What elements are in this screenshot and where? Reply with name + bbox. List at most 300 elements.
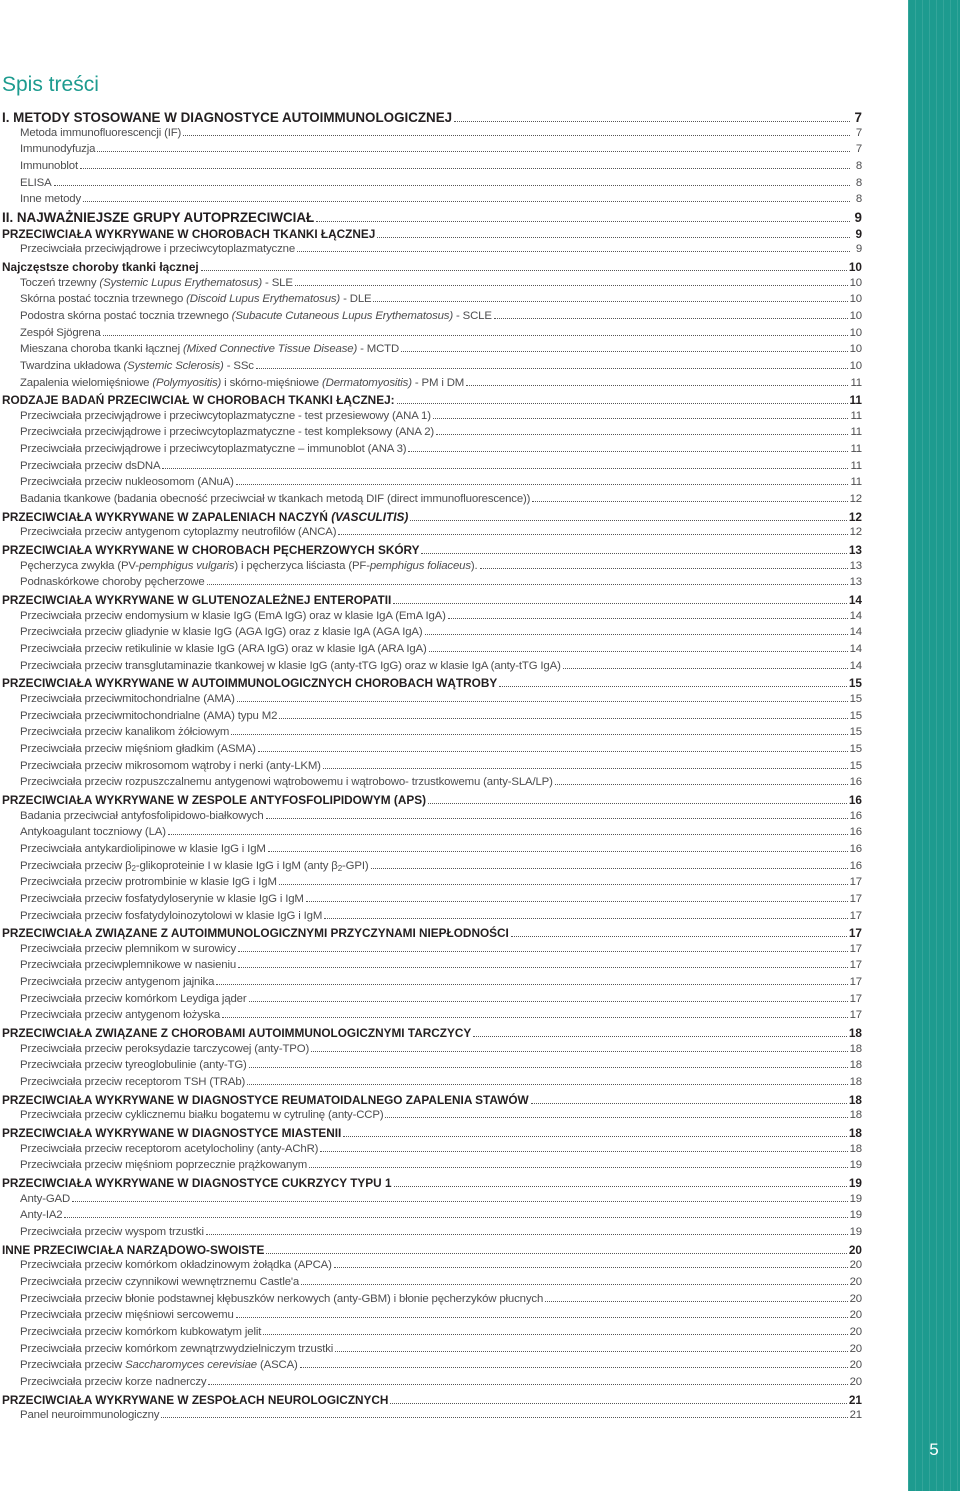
toc-entry-title: Przeciwciała przeciw wyspom trzustki	[20, 1225, 204, 1238]
toc-entry[interactable]	[2, 410, 862, 427]
toc-entry-title-part: 2	[131, 863, 136, 873]
toc-page-number: 14	[849, 643, 862, 655]
toc-page-number: 10	[849, 276, 862, 289]
toc-entry-title: Przeciwciała przeciw mięśniowi sercowemu	[20, 1309, 234, 1322]
dot-leader	[249, 1001, 848, 1002]
toc-entry[interactable]	[2, 1343, 862, 1360]
toc-entry-title: Przeciwciała przeciw protrombinie w klasie IgG i IgM	[20, 876, 277, 889]
dot-leader	[161, 1417, 847, 1418]
toc-entry-title: Przeciwciała przeciwmitochondrialne (AMA)	[20, 692, 235, 705]
toc-entry-title-part: Podostra skórna postać tocznia trzewnego	[20, 309, 232, 322]
dot-leader	[168, 834, 848, 835]
toc-entry[interactable]	[2, 843, 862, 860]
toc-section-entry[interactable]	[2, 393, 862, 410]
toc-entry[interactable]	[2, 1259, 862, 1276]
dot-leader	[466, 385, 848, 386]
toc-page-number: 13	[849, 576, 862, 589]
toc-section-entry[interactable]	[2, 593, 862, 610]
toc-entry[interactable]	[2, 243, 862, 260]
dot-leader	[436, 434, 848, 435]
toc-entry-title: Przeciwciała przeciw dsDNA	[20, 459, 161, 472]
toc-entry-title: Anty-GAD	[20, 1192, 71, 1205]
toc-entry[interactable]	[2, 610, 862, 627]
toc-entry-title	[20, 1359, 298, 1371]
dot-leader	[428, 803, 847, 804]
toc-entry-title-part: (Mixed Connective Tissue Disease)	[182, 343, 358, 356]
toc-entry[interactable]	[2, 526, 862, 543]
toc-page-number: 15	[849, 692, 862, 705]
dot-leader	[563, 668, 848, 669]
toc-entry[interactable]	[2, 976, 862, 993]
toc-entry-title: Przeciwciała przeciw receptorom TSH (TRAb)	[20, 1076, 246, 1089]
toc-section-entry[interactable]	[2, 510, 862, 527]
toc-entry-title: Przeciwciała przeciw czynnikowi wewnętrznemu Castle'a	[20, 1275, 300, 1288]
toc-page-number: 17	[849, 992, 862, 1005]
toc-entry-title-part: Twardzina układowa	[20, 359, 124, 372]
toc-entry-title: Przeciwciała przeciw tyreoglobulinie (anty-TG)	[20, 1059, 247, 1072]
toc-entry-title: Przeciwciała przeciw komórkom Leydiga jąder	[20, 992, 247, 1005]
dot-leader	[454, 121, 850, 122]
toc-entry[interactable]	[2, 1276, 862, 1293]
toc-entry-title: Przeciwciała przeciwjądrowe i przeciwcytoplazmatyczne	[20, 243, 296, 256]
toc-page-number: 18	[849, 1042, 862, 1055]
toc-entry[interactable]	[2, 626, 862, 643]
toc-entry-title: Przeciwciała przeciwplemnikowe w nasieniu	[20, 959, 237, 972]
toc-entry-title: Metoda immunofluorescencji (IF)	[20, 126, 182, 139]
toc-page-number: 15	[849, 709, 862, 722]
dot-leader	[64, 1217, 847, 1218]
toc-entry-title: Przeciwciała przeciw antygenom łożyska	[20, 1009, 221, 1022]
toc-entry-title: Immunodyfuzja	[20, 143, 96, 156]
toc-page-number: 16	[849, 776, 862, 789]
toc-entry-title-part: - DLE	[340, 293, 372, 306]
toc-page-number: 17	[849, 909, 862, 922]
toc-entry-title: Przeciwciała antykardiolipinowe w klasie IgG i IgM	[20, 842, 266, 855]
toc-entry-title-part: pemphigus vulgaris	[138, 559, 235, 572]
toc-section-entry[interactable]	[2, 227, 862, 244]
toc-page-number: 7	[855, 126, 862, 139]
toc-page-number: 21	[849, 1409, 862, 1422]
toc-entry[interactable]	[2, 993, 862, 1010]
dot-leader	[545, 1301, 848, 1302]
toc-entry-title: Przeciwciała przeciw komórkom zewnątrzwydzielniczym trzustki	[20, 1342, 334, 1355]
dot-leader	[301, 1284, 848, 1285]
toc-entry[interactable]	[2, 910, 862, 927]
dot-leader	[473, 1036, 847, 1037]
toc-page-number: 15	[848, 676, 862, 691]
toc-entry[interactable]	[2, 1359, 862, 1376]
toc-entry[interactable]	[2, 710, 862, 727]
dot-leader	[377, 237, 850, 238]
toc-page-number: 14	[849, 659, 862, 672]
toc-entry[interactable]	[2, 1009, 862, 1026]
toc-page-number: 20	[849, 1275, 862, 1288]
toc-entry[interactable]	[2, 876, 862, 893]
toc-page-number: 13	[849, 559, 862, 572]
toc-page-number: 9	[855, 243, 862, 256]
toc-page-number: 18	[849, 1142, 862, 1155]
toc-page-number: 15	[849, 726, 862, 739]
toc-page-number: 19	[849, 1209, 862, 1222]
toc-entry[interactable]	[2, 343, 862, 360]
dot-leader	[222, 1017, 848, 1018]
toc-entry-title: PRZECIWCIAŁA WYKRYWANE W CHOROBACH TKANKI ŁĄCZNEJ	[2, 226, 376, 241]
toc-entry[interactable]	[2, 810, 862, 827]
dot-leader	[162, 468, 848, 469]
toc-entry[interactable]	[2, 1059, 862, 1076]
toc-entry-title	[2, 510, 408, 524]
toc-entry[interactable]	[2, 693, 862, 710]
toc-entry-title-part: Toczeń trzewny	[20, 276, 100, 289]
toc-page-number: 20	[849, 1342, 862, 1355]
toc-page-number: 18	[848, 1126, 862, 1141]
dot-leader	[401, 351, 848, 352]
toc-page-number: 18	[849, 1109, 862, 1122]
toc-entry-title-part: pemphigus foliaceus	[369, 559, 471, 572]
toc-page-number: 7	[854, 110, 862, 125]
dot-leader	[324, 918, 847, 919]
toc-entry[interactable]	[2, 443, 862, 460]
toc-entry[interactable]	[2, 1226, 862, 1243]
toc-entry-title: PRZECIWCIAŁA WYKRYWANE W DIAGNOSTYCE MIASTENII	[2, 1126, 342, 1141]
toc-entry-title: Przeciwciała przeciw mikrosomom wątroby i nerki (anty-LKM)	[20, 759, 321, 772]
dot-leader	[397, 403, 848, 404]
toc-page-number: 11	[850, 409, 862, 422]
toc-entry-title-part: Skórna postać tocznia trzewnego	[20, 293, 187, 306]
toc-entry[interactable]	[2, 576, 862, 593]
toc-entry-title: Inne metody	[20, 193, 82, 206]
toc-entry-title: Przeciwciała przeciw mięśniom gładkim (ASMA)	[20, 742, 256, 755]
toc-entry[interactable]	[2, 1159, 862, 1176]
toc-entry-title: Przeciwciała przeciwjądrowe i przeciwcytoplazmatyczne - test kompleksowy (ANA 2)	[20, 426, 435, 439]
toc-entry[interactable]	[2, 660, 862, 677]
toc-entry[interactable]	[2, 1309, 862, 1326]
toc-entry[interactable]	[2, 493, 862, 510]
dot-leader	[279, 884, 848, 885]
toc-entry-title: Przeciwciała przeciw plemnikom w surowicy	[20, 942, 237, 955]
dot-leader	[208, 1384, 847, 1385]
dot-leader	[236, 484, 849, 485]
toc-entry-title-part: (Systemic Lupus Erythematosus)	[99, 276, 263, 289]
toc-entry-title	[20, 360, 254, 372]
toc-entry-title-part: (VASCULITIS)	[331, 509, 409, 524]
toc-entry[interactable]	[2, 360, 862, 377]
toc-page-number: 12	[849, 526, 862, 539]
toc-entry-title: Przeciwciała przeciwjądrowe i przeciwcytoplazmatyczne - test przesiewowy (ANA 1)	[20, 409, 431, 422]
toc-section-entry[interactable]	[2, 210, 862, 227]
dot-leader	[231, 734, 847, 735]
toc-entry[interactable]	[2, 943, 862, 960]
toc-page-number: 14	[849, 626, 862, 639]
toc-entry-title: Zespół Sjögrena	[20, 326, 101, 339]
toc-entry-title-part: - PM i DM	[411, 376, 465, 389]
toc-page-number: 10	[849, 309, 862, 322]
dot-leader	[373, 301, 847, 302]
toc-entry-title-part: 2	[337, 863, 343, 873]
dot-leader	[448, 618, 848, 619]
toc-page-number: 18	[849, 1076, 862, 1089]
dot-leader	[532, 501, 847, 502]
dot-leader	[249, 1067, 848, 1068]
dot-leader	[183, 135, 850, 136]
toc-entry-title-part: Przeciwciała przeciw	[20, 1359, 126, 1372]
toc-entry-title: Przeciwciała przeciw kanalikom żółciowym	[20, 726, 230, 739]
toc-entry-title-part: (Discoid Lupus Erythematosus)	[186, 293, 341, 306]
toc-entry-title: INNE PRZECIWCIAŁA NARZĄDOWO-SWOISTE	[2, 1242, 265, 1257]
toc-entry[interactable]	[2, 377, 862, 394]
toc-entry[interactable]	[2, 476, 862, 493]
toc-section-entry[interactable]	[2, 110, 862, 127]
toc-page-number: 10	[849, 326, 862, 339]
toc-entry[interactable]	[2, 160, 862, 177]
toc-section-entry[interactable]	[2, 543, 862, 560]
toc-page-number: 20	[849, 1375, 862, 1388]
toc-entry[interactable]	[2, 193, 862, 210]
dot-leader	[54, 185, 850, 186]
dot-leader	[238, 967, 848, 968]
toc-entry-title-part: (ASCA)	[256, 1359, 298, 1372]
dot-leader	[394, 1186, 847, 1187]
toc-entry-title: PRZECIWCIAŁA WYKRYWANE W AUTOIMMUNOLOGICZNYCH CHOROBACH WĄTROBY	[2, 676, 498, 691]
toc-entry-title-part: PRZECIWCIAŁA WYKRYWANE W ZAPALENIACH NACZYŃ	[2, 509, 332, 524]
toc-page-number: 15	[849, 742, 862, 755]
table-of-contents	[2, 110, 862, 1426]
toc-entry-title: Anty-IA2	[20, 1209, 63, 1222]
toc-page-number: 17	[849, 976, 862, 989]
toc-entry[interactable]	[2, 1209, 862, 1226]
toc-entry-title: Przeciwciała przeciw retikulinie w klasie IgG (ARA IgG) oraz w klasie IgA (ARA IgA)	[20, 643, 427, 655]
toc-section-entry[interactable]	[2, 1243, 862, 1260]
toc-entry[interactable]	[2, 826, 862, 843]
toc-entry[interactable]	[2, 959, 862, 976]
toc-entry[interactable]	[2, 893, 862, 910]
toc-entry-title: Przeciwciała przeciwmitochondrialne (AMA) typu M2	[20, 709, 278, 722]
toc-entry-title	[20, 343, 399, 355]
toc-entry-title: Przeciwciała przeciw antygenom cytoplazmy neutrofilów (ANCA)	[20, 526, 337, 539]
toc-page-number: 14	[848, 593, 862, 608]
toc-entry-title: Przeciwciała przeciw błonie podstawnej kłębuszków nerkowych (anty-GBM) i błonie pęcherzyków płucnych	[20, 1292, 544, 1305]
toc-entry-title-part: Zapalenia wielomięśniowe	[20, 376, 153, 389]
toc-page-number: 8	[855, 193, 862, 206]
dot-leader	[216, 984, 847, 985]
toc-page-number: 16	[849, 859, 862, 872]
toc-entry[interactable]	[2, 560, 862, 577]
page-number: 5	[929, 1440, 939, 1459]
dot-leader	[268, 851, 848, 852]
dot-leader	[300, 1367, 848, 1368]
toc-entry-title-part: (Subacute Cutaneous Lupus Erythematosus)	[231, 309, 453, 322]
dot-leader	[80, 168, 850, 169]
toc-entry-title: PRZECIWCIAŁA ZWIĄZANE Z AUTOIMMUNOLOGICZNYMI PRZYCZYNAMI NIEPŁODNOŚCI	[2, 926, 509, 941]
page-title: Spis treści	[2, 73, 99, 96]
toc-entry-title-part: (Systemic Sclerosis)	[123, 359, 224, 372]
toc-entry-title: Badania tkankowe (badania obecność przeciwciał w tkankach metodą DIF (direct immunofluorescence))	[20, 493, 531, 506]
dot-leader	[408, 451, 848, 452]
toc-entry-title: Przeciwciała przeciw receptorom acetylocholiny (anty-AChR)	[20, 1142, 319, 1155]
toc-entry[interactable]	[2, 760, 862, 777]
dot-leader	[390, 1403, 846, 1404]
dot-leader	[258, 751, 848, 752]
dot-leader	[480, 568, 848, 569]
toc-section-entry[interactable]	[2, 1093, 862, 1110]
toc-section-entry[interactable]	[2, 260, 862, 277]
dot-leader	[393, 603, 847, 604]
toc-entry[interactable]	[2, 1076, 862, 1093]
toc-entry-title: Panel neuroimmunologiczny	[20, 1409, 160, 1422]
toc-page-number: 20	[849, 1359, 862, 1372]
dot-leader	[266, 1253, 847, 1254]
toc-entry[interactable]	[2, 460, 862, 477]
toc-entry[interactable]	[2, 127, 862, 144]
toc-entry-title: PRZECIWCIAŁA WYKRYWANE W DIAGNOSTYCE REUMATOIDALNEGO ZAPALENIA STAWÓW	[2, 1092, 529, 1107]
toc-entry-title-part: - SSc	[223, 359, 254, 372]
toc-entry-title: PRZECIWCIAŁA WYKRYWANE W DIAGNOSTYCE CUKRZYCY TYPU 1	[2, 1176, 392, 1190]
dot-leader	[237, 701, 848, 702]
toc-page-number: 17	[848, 926, 862, 941]
toc-entry-title	[20, 560, 478, 572]
dot-leader	[83, 201, 850, 202]
dot-leader	[343, 1136, 847, 1137]
dot-leader	[425, 634, 848, 635]
toc-page-number: 16	[849, 826, 862, 839]
dot-leader	[206, 1234, 848, 1235]
dot-leader	[320, 1151, 847, 1152]
toc-section-entry[interactable]	[2, 926, 862, 943]
toc-section-entry[interactable]	[2, 1126, 862, 1143]
toc-page-number: 17	[849, 1009, 862, 1022]
toc-entry-title-part: - SCLE	[452, 309, 492, 322]
toc-entry[interactable]	[2, 726, 862, 743]
dot-leader	[201, 270, 847, 271]
toc-section-entry[interactable]	[2, 793, 862, 810]
toc-entry-title-part: Saccharomyces cerevisiae	[125, 1359, 257, 1372]
toc-entry-title	[20, 310, 492, 322]
toc-entry-title: PRZECIWCIAŁA WYKRYWANE W ZESPOŁACH NEUROLOGICZNYCH	[2, 1392, 389, 1407]
toc-page-number: 16	[849, 809, 862, 822]
toc-section-entry[interactable]	[2, 1176, 862, 1193]
dot-leader	[238, 951, 848, 952]
toc-entry[interactable]	[2, 327, 862, 344]
toc-entry[interactable]	[2, 776, 862, 793]
toc-page-number: 10	[849, 293, 862, 306]
toc-entry[interactable]	[2, 1409, 862, 1426]
toc-entry[interactable]	[2, 310, 862, 327]
toc-entry-title-part: - SLE	[262, 276, 293, 289]
toc-entry-title: Przeciwciała przeciwjądrowe i przeciwcytoplazmatyczne – immunoblot (ANA 3)	[20, 443, 407, 456]
toc-entry[interactable]	[2, 1143, 862, 1160]
toc-entry-title: PRZECIWCIAŁA WYKRYWANE W CHOROBACH PĘCHERZOWYCH SKÓRY	[2, 543, 420, 558]
toc-entry-title: Przeciwciała przeciw gliadynie w klasie IgG (AGA IgG) oraz z klasie IgA (AGA IgA)	[20, 626, 423, 639]
toc-section-entry[interactable]	[2, 1026, 862, 1043]
toc-entry[interactable]	[2, 277, 862, 294]
toc-entry[interactable]	[2, 860, 862, 877]
toc-page-number: 11	[850, 426, 862, 439]
toc-page-number: 16	[848, 792, 862, 807]
toc-section-entry[interactable]	[2, 676, 862, 693]
dot-leader	[429, 651, 848, 652]
toc-entry[interactable]	[2, 177, 862, 194]
dot-leader	[494, 318, 848, 319]
toc-page-number: 17	[849, 942, 862, 955]
toc-entry-title-part: (Dermatomyositis)	[322, 376, 412, 389]
toc-entry[interactable]	[2, 143, 862, 160]
toc-page-number: 19	[849, 1159, 862, 1172]
toc-entry-title: ELISA	[20, 176, 52, 189]
toc-page-number: 19	[849, 1225, 862, 1238]
toc-entry-title: PRZECIWCIAŁA ZWIĄZANE Z CHOROBAMI AUTOIMMUNOLOGICZNYMI TARCZYCY	[2, 1026, 472, 1041]
dot-leader	[306, 901, 848, 902]
toc-entry[interactable]	[2, 1043, 862, 1060]
dot-leader	[335, 1351, 847, 1352]
toc-entry-title	[20, 860, 369, 872]
toc-page-number: 8	[855, 159, 862, 172]
toc-page-number: 11	[849, 393, 862, 408]
toc-entry-title: Przeciwciała przeciw antygenom jajnika	[20, 976, 215, 989]
dot-leader	[433, 418, 849, 419]
toc-entry[interactable]	[2, 1326, 862, 1343]
toc-entry[interactable]	[2, 426, 862, 443]
toc-entry-title: Przeciwciała przeciw mięśniom poprzecznie prążkowanym	[20, 1159, 308, 1172]
dot-leader	[371, 868, 848, 869]
toc-entry-title: Badania przeciwciał antyfosfolipidowo-białkowych	[20, 809, 264, 822]
toc-page-number: 14	[849, 609, 862, 622]
toc-entry[interactable]	[2, 1293, 862, 1310]
dot-leader	[334, 1267, 848, 1268]
toc-entry-title	[20, 377, 464, 389]
toc-page-number: 11	[850, 476, 862, 489]
toc-page-number: 18	[848, 1026, 862, 1041]
dot-leader	[410, 520, 847, 521]
toc-entry-title-part: i skórno-mięśniowe	[221, 376, 322, 389]
toc-entry[interactable]	[2, 293, 862, 310]
toc-page-number: 13	[848, 543, 862, 558]
toc-page-number: 10	[848, 259, 862, 274]
toc-entry[interactable]	[2, 743, 862, 760]
toc-entry-title: Przeciwciała przeciw komórkom okładzinowym żołądka (APCA)	[20, 1259, 332, 1272]
toc-entry-title: Przeciwciała przeciw rozpuszczalnemu antygenowi wątrobowemu i wątrobowo- trzustkowemu (anty-SLA/LP)	[20, 776, 553, 789]
toc-entry-title: Przeciwciała przeciw fosfatydyloserynie w klasie IgG i IgM	[20, 892, 304, 905]
toc-page-number: 11	[850, 459, 862, 472]
toc-entry-title: PRZECIWCIAŁA WYKRYWANE W ZESPOLE ANTYFOSFOLIPIDOWYM (APS)	[2, 792, 427, 807]
toc-entry[interactable]	[2, 1193, 862, 1210]
toc-entry-title-part: Przeciwciała przeciw β	[20, 859, 132, 872]
toc-entry-title-part: ).	[470, 559, 478, 572]
dot-leader	[297, 251, 850, 252]
toc-page-number: 12	[848, 509, 862, 524]
toc-page-number: 11	[850, 376, 862, 389]
dot-leader	[531, 1103, 847, 1104]
toc-entry-title: Antykoagulant toczniowy (LA)	[20, 826, 166, 839]
toc-entry[interactable]	[2, 643, 862, 660]
toc-entry-title-part: Mieszana choroba tkanki łącznej	[20, 343, 183, 356]
dot-leader	[555, 784, 848, 785]
dot-leader	[103, 335, 848, 336]
toc-entry[interactable]	[2, 1109, 862, 1126]
toc-entry-title: Przeciwciała przeciw nukleosomom (ANuA)	[20, 476, 234, 489]
toc-entry-title-part: (Polymyositis)	[152, 376, 222, 389]
dot-leader	[263, 1334, 847, 1335]
toc-entry-title-part: -glikoproteinie I w klasie IgG i IgM (anty β	[135, 859, 338, 872]
toc-entry[interactable]	[2, 1376, 862, 1393]
toc-entry-title: I. METODY STOSOWANE W DIAGNOSTYCE AUTOIMMUNOLOGICZNEJ	[2, 110, 453, 125]
toc-entry-title: Immunoblot	[20, 159, 79, 172]
toc-page-number: 17	[849, 959, 862, 972]
toc-entry-title: Przeciwciała przeciw korze nadnerczy	[20, 1375, 207, 1388]
toc-entry-title: Przeciwciała przeciw peroksydazie tarczycowej (anty-TPO)	[20, 1042, 310, 1055]
toc-section-entry[interactable]	[2, 1393, 862, 1410]
dot-leader	[247, 1084, 847, 1085]
toc-entry-title-part: - MCTD	[357, 343, 400, 356]
